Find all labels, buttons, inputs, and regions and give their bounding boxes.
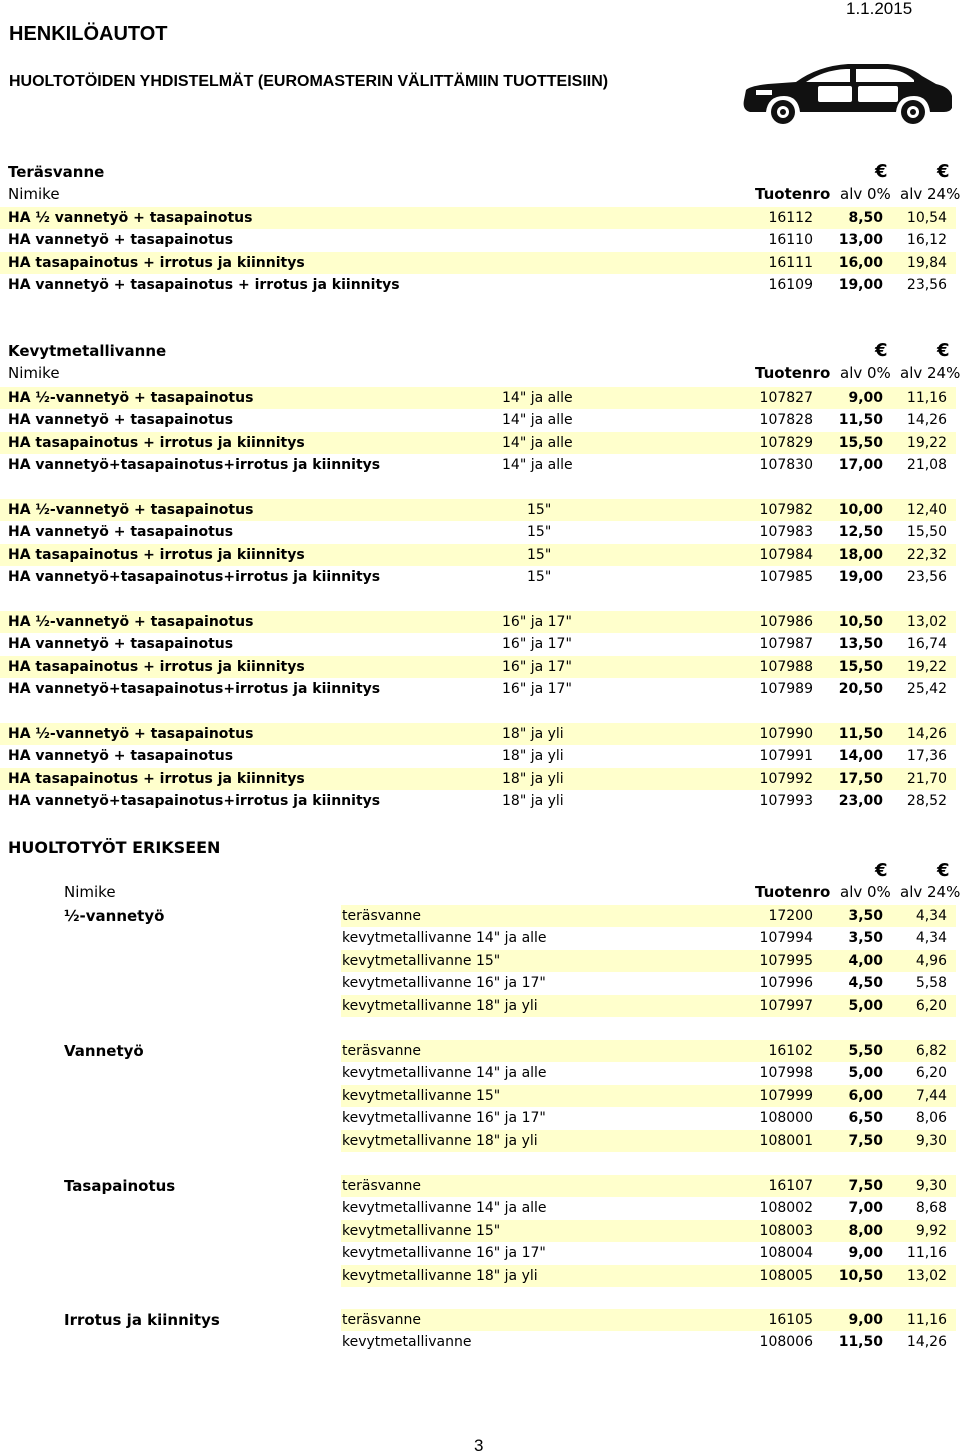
price-gross: 19,22 bbox=[906, 434, 947, 451]
price-net: 7,50 bbox=[848, 1178, 883, 1194]
product-code: 107827 bbox=[759, 390, 813, 406]
col-header-gross: alv 24% bbox=[900, 185, 960, 203]
price-gross: 8,06 bbox=[915, 1110, 947, 1127]
price-net: 5,00 bbox=[848, 997, 883, 1014]
rim-size: 15" bbox=[527, 546, 552, 563]
price-gross: 23,56 bbox=[906, 277, 947, 294]
product-code: 108002 bbox=[759, 1200, 813, 1217]
product-code: 107992 bbox=[759, 770, 813, 787]
service-category: Tasapainotus bbox=[64, 1177, 176, 1195]
table-row bbox=[0, 1130, 956, 1152]
price-gross: 7,44 bbox=[915, 1087, 947, 1104]
price-net: 11,50 bbox=[838, 726, 883, 742]
section-title-separate: HUOLTOTYÖT ERIKSEEN bbox=[8, 838, 221, 857]
product-code: 108004 bbox=[759, 1245, 813, 1262]
table-row bbox=[0, 633, 956, 655]
price-gross: 14,26 bbox=[906, 412, 947, 429]
product-code: 108005 bbox=[759, 1267, 813, 1284]
table-row bbox=[0, 252, 956, 274]
service-category: Irrotus ja kiinnitys bbox=[64, 1311, 220, 1329]
price-net: 10,50 bbox=[838, 1267, 883, 1284]
product-code: 107991 bbox=[759, 748, 813, 765]
table-row bbox=[0, 387, 956, 409]
item-name: HA ½-vannetyö + tasapainotus bbox=[8, 614, 254, 630]
price-gross: 6,82 bbox=[915, 1043, 947, 1059]
table-row bbox=[0, 1331, 956, 1353]
rim-variant: kevytmetallivanne 15" bbox=[342, 1222, 501, 1239]
price-gross: 14,26 bbox=[906, 726, 947, 742]
table-row bbox=[0, 409, 956, 431]
price-net: 3,50 bbox=[848, 930, 883, 947]
price-gross: 21,70 bbox=[906, 770, 947, 787]
table-row bbox=[0, 274, 956, 296]
product-code: 107993 bbox=[759, 793, 813, 810]
product-code: 107990 bbox=[759, 726, 813, 742]
car-icon bbox=[738, 60, 956, 126]
currency-gross: € bbox=[937, 860, 950, 881]
price-gross: 6,20 bbox=[915, 1065, 947, 1082]
price-net: 9,00 bbox=[848, 1245, 883, 1262]
price-net: 13,50 bbox=[838, 636, 883, 653]
rim-variant: teräsvanne bbox=[342, 1178, 421, 1194]
price-gross: 13,02 bbox=[906, 614, 947, 630]
item-name: HA ½-vannetyö + tasapainotus bbox=[8, 502, 254, 518]
item-name: HA ½-vannetyö + tasapainotus bbox=[8, 390, 254, 406]
rim-size: 18" ja yli bbox=[502, 726, 564, 742]
price-net: 10,50 bbox=[838, 614, 883, 630]
item-name: HA tasapainotus + irrotus ja kiinnitys bbox=[8, 770, 305, 787]
price-net: 9,00 bbox=[848, 390, 883, 406]
product-code: 107829 bbox=[759, 434, 813, 451]
item-name: HA tasapainotus + irrotus ja kiinnitys bbox=[8, 254, 305, 271]
col-header-net: alv 0% bbox=[840, 883, 891, 901]
currency-net: € bbox=[875, 340, 888, 361]
item-name: HA ½-vannetyö + tasapainotus bbox=[8, 726, 254, 742]
product-code: 107984 bbox=[759, 546, 813, 563]
price-net: 6,50 bbox=[848, 1110, 883, 1127]
item-name: HA tasapainotus + irrotus ja kiinnitys bbox=[8, 434, 305, 451]
item-name: HA vannetyö + tasapainotus bbox=[8, 232, 234, 249]
rim-size: 14" ja alle bbox=[502, 390, 573, 406]
currency-net: € bbox=[875, 860, 888, 881]
rim-size: 18" ja yli bbox=[502, 793, 564, 810]
price-gross: 4,34 bbox=[915, 930, 947, 947]
rim-size: 18" ja yli bbox=[502, 770, 564, 787]
col-header-gross: alv 24% bbox=[900, 883, 960, 901]
price-gross: 28,52 bbox=[906, 793, 947, 810]
table-row bbox=[0, 521, 956, 543]
price-net: 20,50 bbox=[838, 681, 883, 698]
rim-variant: teräsvanne bbox=[342, 1312, 421, 1328]
table-row bbox=[0, 905, 956, 927]
price-net: 13,00 bbox=[838, 232, 883, 249]
price-net: 19,00 bbox=[838, 277, 883, 294]
price-net: 5,00 bbox=[848, 1065, 883, 1082]
table-row bbox=[0, 432, 956, 454]
col-header-net: alv 0% bbox=[840, 364, 891, 382]
price-gross: 25,42 bbox=[906, 681, 947, 698]
table-row bbox=[0, 454, 956, 476]
table-row bbox=[0, 544, 956, 566]
product-code: 16107 bbox=[768, 1178, 813, 1194]
rim-size: 15" bbox=[527, 524, 552, 541]
price-gross: 9,30 bbox=[915, 1132, 947, 1149]
table-row bbox=[0, 723, 956, 745]
price-net: 18,00 bbox=[838, 546, 883, 563]
rim-size: 16" ja 17" bbox=[502, 614, 572, 630]
price-net: 19,00 bbox=[838, 569, 883, 586]
product-code: 16109 bbox=[768, 277, 813, 294]
price-gross: 10,54 bbox=[906, 210, 947, 226]
item-name: HA tasapainotus + irrotus ja kiinnitys bbox=[8, 546, 305, 563]
price-net: 16,00 bbox=[838, 254, 883, 271]
product-code: 16111 bbox=[768, 254, 813, 271]
price-net: 5,50 bbox=[848, 1043, 883, 1059]
col-header-code: Tuotenro bbox=[755, 883, 831, 901]
currency-gross: € bbox=[937, 161, 950, 182]
price-gross: 4,34 bbox=[915, 908, 947, 924]
price-gross: 22,32 bbox=[906, 546, 947, 563]
date-label: 1.1.2015 bbox=[846, 0, 913, 18]
rim-size: 14" ja alle bbox=[502, 434, 573, 451]
price-net: 8,00 bbox=[848, 1222, 883, 1239]
product-code: 16102 bbox=[768, 1043, 813, 1059]
price-gross: 9,30 bbox=[915, 1178, 947, 1194]
product-code: 107988 bbox=[759, 658, 813, 675]
item-name: HA vannetyö+tasapainotus+irrotus ja kiinnitys bbox=[8, 793, 381, 810]
item-name: HA tasapainotus + irrotus ja kiinnitys bbox=[8, 658, 305, 675]
rim-variant: kevytmetallivanne 16" ja 17" bbox=[342, 1245, 546, 1262]
col-header-name: Nimike bbox=[8, 364, 60, 382]
product-code: 107998 bbox=[759, 1065, 813, 1082]
price-net: 7,50 bbox=[848, 1132, 883, 1149]
price-net: 6,00 bbox=[848, 1087, 883, 1104]
table-row bbox=[0, 768, 956, 790]
table-row bbox=[0, 790, 956, 812]
rim-size: 18" ja yli bbox=[502, 748, 564, 765]
item-name: HA vannetyö + tasapainotus bbox=[8, 412, 234, 429]
price-gross: 12,40 bbox=[906, 502, 947, 518]
table-row bbox=[0, 1242, 956, 1264]
price-net: 11,50 bbox=[838, 1334, 883, 1351]
price-net: 11,50 bbox=[838, 412, 883, 429]
col-header-net: alv 0% bbox=[840, 185, 891, 203]
table-row bbox=[0, 1085, 956, 1107]
price-net: 9,00 bbox=[848, 1312, 883, 1328]
rim-variant: kevytmetallivanne 14" ja alle bbox=[342, 930, 547, 947]
price-gross: 19,22 bbox=[906, 658, 947, 675]
price-gross: 8,68 bbox=[915, 1200, 947, 1217]
service-category: ½-vannetyö bbox=[64, 907, 165, 925]
rim-size: 16" ja 17" bbox=[502, 658, 572, 675]
product-code: 107994 bbox=[759, 930, 813, 947]
price-gross: 9,92 bbox=[915, 1222, 947, 1239]
table-row bbox=[0, 995, 956, 1017]
price-net: 23,00 bbox=[838, 793, 883, 810]
product-code: 107996 bbox=[759, 975, 813, 992]
section-label-steel: Teräsvanne bbox=[8, 163, 105, 181]
product-code: 107983 bbox=[759, 524, 813, 541]
page-title: HENKILÖAUTOT bbox=[9, 23, 168, 45]
rim-variant: teräsvanne bbox=[342, 908, 421, 924]
price-gross: 14,26 bbox=[906, 1334, 947, 1351]
price-net: 15,50 bbox=[838, 434, 883, 451]
price-gross: 15,50 bbox=[906, 524, 947, 541]
price-net: 7,00 bbox=[848, 1200, 883, 1217]
rim-variant: kevytmetallivanne 18" ja yli bbox=[342, 997, 538, 1014]
col-header-code: Tuotenro bbox=[755, 185, 831, 203]
product-code: 16112 bbox=[768, 210, 813, 226]
product-code: 16110 bbox=[768, 232, 813, 249]
price-gross: 11,16 bbox=[906, 1245, 947, 1262]
product-code: 108003 bbox=[759, 1222, 813, 1239]
table-row bbox=[0, 927, 956, 949]
table-row bbox=[0, 1309, 956, 1331]
table-row bbox=[0, 499, 956, 521]
rim-size: 15" bbox=[527, 502, 552, 518]
rim-variant: kevytmetallivanne 18" ja yli bbox=[342, 1132, 538, 1149]
table-row bbox=[0, 678, 956, 700]
table-row bbox=[0, 656, 956, 678]
rim-variant: kevytmetallivanne 14" ja alle bbox=[342, 1200, 547, 1217]
price-gross: 16,74 bbox=[906, 636, 947, 653]
product-code: 107830 bbox=[759, 457, 813, 474]
col-header-code: Tuotenro bbox=[755, 364, 831, 382]
price-net: 3,50 bbox=[848, 908, 883, 924]
item-name: HA vannetyö+tasapainotus+irrotus ja kiinnitys bbox=[8, 681, 381, 698]
price-net: 17,50 bbox=[838, 770, 883, 787]
table-row bbox=[0, 1107, 956, 1129]
rim-variant: kevytmetallivanne 16" ja 17" bbox=[342, 975, 546, 992]
rim-size: 16" ja 17" bbox=[502, 636, 572, 653]
product-code: 17200 bbox=[768, 908, 813, 924]
product-code: 108000 bbox=[759, 1110, 813, 1127]
rim-variant: kevytmetallivanne 15" bbox=[342, 952, 501, 969]
product-code: 107999 bbox=[759, 1087, 813, 1104]
page-number: 3 bbox=[474, 1436, 484, 1455]
rim-size: 15" bbox=[527, 569, 552, 586]
price-net: 4,50 bbox=[848, 975, 883, 992]
item-name: HA ½ vannetyö + tasapainotus bbox=[8, 210, 253, 226]
price-net: 12,50 bbox=[838, 524, 883, 541]
rim-size: 14" ja alle bbox=[502, 457, 573, 474]
price-net: 4,00 bbox=[848, 952, 883, 969]
col-header-name: Nimike bbox=[8, 185, 60, 203]
price-net: 17,00 bbox=[838, 457, 883, 474]
rim-size: 16" ja 17" bbox=[502, 681, 572, 698]
rim-variant: kevytmetallivanne 18" ja yli bbox=[342, 1267, 538, 1284]
product-code: 107987 bbox=[759, 636, 813, 653]
currency-net: € bbox=[875, 161, 888, 182]
rim-size: 14" ja alle bbox=[502, 412, 573, 429]
product-code: 107997 bbox=[759, 997, 813, 1014]
product-code: 108006 bbox=[759, 1334, 813, 1351]
table-row bbox=[0, 1040, 956, 1062]
table-row bbox=[0, 229, 956, 251]
col-header-gross: alv 24% bbox=[900, 364, 960, 382]
table-row bbox=[0, 972, 956, 994]
table-row bbox=[0, 207, 956, 229]
product-code: 108001 bbox=[759, 1132, 813, 1149]
table-row bbox=[0, 1175, 956, 1197]
section-label-alloy: Kevytmetallivanne bbox=[8, 342, 167, 360]
rim-variant: kevytmetallivanne 16" ja 17" bbox=[342, 1110, 546, 1127]
product-code: 107828 bbox=[759, 412, 813, 429]
price-gross: 11,16 bbox=[906, 1312, 947, 1328]
item-name: HA vannetyö+tasapainotus+irrotus ja kiinnitys bbox=[8, 569, 381, 586]
table-row bbox=[0, 566, 956, 588]
rim-variant: kevytmetallivanne bbox=[342, 1334, 472, 1351]
price-gross: 21,08 bbox=[906, 457, 947, 474]
rim-variant: teräsvanne bbox=[342, 1043, 421, 1059]
col-header-name: Nimike bbox=[64, 883, 116, 901]
rim-variant: kevytmetallivanne 15" bbox=[342, 1087, 501, 1104]
product-code: 107989 bbox=[759, 681, 813, 698]
item-name: HA vannetyö+tasapainotus+irrotus ja kiinnitys bbox=[8, 457, 381, 474]
product-code: 16105 bbox=[768, 1312, 813, 1328]
product-code: 107982 bbox=[759, 502, 813, 518]
table-row bbox=[0, 1265, 956, 1287]
price-gross: 17,36 bbox=[906, 748, 947, 765]
price-net: 14,00 bbox=[838, 748, 883, 765]
price-gross: 6,20 bbox=[915, 997, 947, 1014]
table-row bbox=[0, 1220, 956, 1242]
price-net: 10,00 bbox=[838, 502, 883, 518]
product-code: 107995 bbox=[759, 952, 813, 969]
item-name: HA vannetyö + tasapainotus bbox=[8, 636, 234, 653]
table-row bbox=[0, 950, 956, 972]
table-row bbox=[0, 745, 956, 767]
service-category: Vannetyö bbox=[64, 1042, 144, 1060]
item-name: HA vannetyö + tasapainotus bbox=[8, 524, 234, 541]
price-gross: 19,84 bbox=[906, 254, 947, 271]
price-gross: 11,16 bbox=[906, 390, 947, 406]
item-name: HA vannetyö + tasapainotus bbox=[8, 748, 234, 765]
price-gross: 5,58 bbox=[915, 975, 947, 992]
price-gross: 23,56 bbox=[906, 569, 947, 586]
table-row bbox=[0, 611, 956, 633]
product-code: 107986 bbox=[759, 614, 813, 630]
item-name: HA vannetyö + tasapainotus + irrotus ja kiinnitys bbox=[8, 277, 400, 294]
table-row bbox=[0, 1197, 956, 1219]
product-code: 107985 bbox=[759, 569, 813, 586]
price-gross: 16,12 bbox=[906, 232, 947, 249]
price-gross: 4,96 bbox=[915, 952, 947, 969]
price-gross: 13,02 bbox=[906, 1267, 947, 1284]
currency-gross: € bbox=[937, 340, 950, 361]
page-subtitle: HUOLTOTÖIDEN YHDISTELMÄT (EUROMASTERIN VÄLITTÄMIIN TUOTTEISIIN) bbox=[9, 73, 609, 90]
table-row bbox=[0, 1062, 956, 1084]
price-net: 8,50 bbox=[848, 210, 883, 226]
rim-variant: kevytmetallivanne 14" ja alle bbox=[342, 1065, 547, 1082]
price-net: 15,50 bbox=[838, 658, 883, 675]
